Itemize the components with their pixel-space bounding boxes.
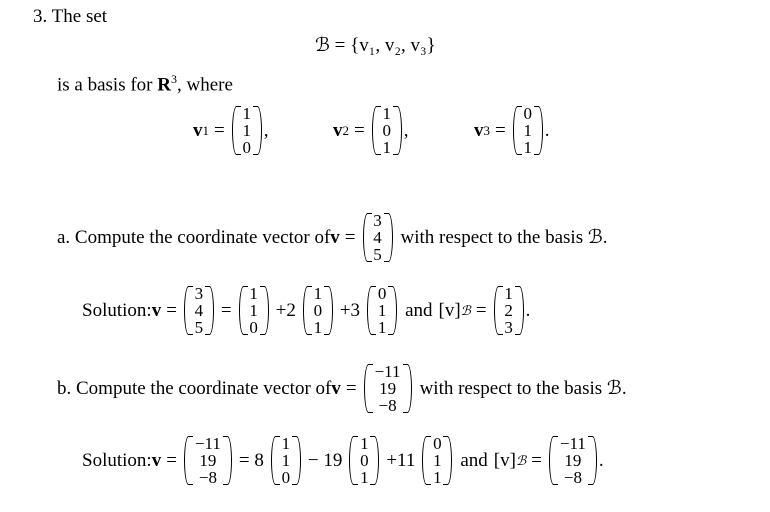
solution-op: − 19 [307,449,343,471]
solution-term-2 [303,285,333,336]
v3-entry: 1 [523,121,532,140]
vector-entry: 1 [377,318,387,337]
part-a-vector [363,212,393,263]
vector-entry: −8 [198,468,217,487]
part-a-solution [82,285,530,336]
solution-result [494,285,524,336]
vector-entry: 4 [194,301,204,320]
part-a-eq: = [344,226,356,248]
vector-entry: 3 [194,284,204,303]
solution-term-2 [349,435,379,486]
solution-and: and [460,449,488,471]
basis-statement [57,68,233,96]
solution-term-1 [271,435,301,486]
v2-entry: 1 [382,138,391,157]
solution-lhs [184,435,232,486]
solution-v: v [151,299,162,321]
vector-entry: −11 [559,434,586,453]
coord-sub: ℬ [515,452,527,468]
basis-text-2: , where [177,74,233,96]
v1-punct: , [263,119,269,141]
v1-matrix [232,105,262,156]
part-b-prompt [57,363,627,414]
vector-entry: 1 [504,284,513,303]
solution-op: +3 [339,299,361,321]
coord-sub: ℬ [460,302,471,318]
vector-entry: 3 [373,211,382,230]
basis-text-1: is a basis for [57,74,158,96]
vector-entry: 0 [433,434,442,453]
solution-eq: = [166,449,177,471]
v2-matrix [372,105,402,156]
vector-entry: 0 [377,284,387,303]
solution-v: v [151,449,162,471]
v1-entry: 1 [242,104,251,123]
vector-v1 [193,105,268,156]
solution-op: +11 [386,449,416,471]
v2-punct: , [403,119,409,141]
vector-entry: 1 [433,451,442,470]
vector-entry: 1 [377,301,387,320]
part-a-suffix: with respect to the basis ℬ. [400,227,608,248]
basis-sup: 3 [171,72,177,86]
v3-entry: 0 [523,104,532,123]
basis-R: R [157,74,171,96]
part-a-v: v [330,226,340,248]
vector-v3 [474,105,549,156]
solution-eq: = [475,299,487,321]
part-b-suffix: with respect to the basis ℬ. [419,378,627,399]
v1-entry: 1 [242,121,251,140]
solution-op: = 8 [238,449,264,471]
solution-term-1 [239,285,269,336]
part-b-solution [82,435,604,486]
v2-eq: = [354,119,365,141]
vector-entry: 1 [313,284,323,303]
v1-sub: 1 [202,122,209,138]
vector-v2 [333,105,408,156]
solution-eq: = [166,299,177,321]
vector-entry: 0 [360,451,369,470]
vector-entry: 0 [281,468,291,487]
solution-and: and [405,299,433,321]
solution-end: . [598,449,604,471]
vector-entry: 4 [373,228,382,247]
problem-number: 3. [33,6,48,27]
vector-entry: 1 [249,301,258,320]
v1-eq: = [214,119,225,141]
v3-punct: . [544,119,550,141]
part-b-eq: = [345,377,357,399]
vector-entry: 3 [504,318,513,337]
part-b-vector [364,363,412,414]
vector-entry: 19 [564,451,582,470]
solution-term-3 [367,285,397,336]
solution-end: . [525,299,531,321]
vector-entry: 1 [313,318,323,337]
vector-entry: −11 [374,362,401,381]
vector-entry: 1 [281,434,291,453]
solution-label: Solution: [82,449,152,471]
solution-eq: = [220,299,232,321]
vector-entry: −11 [194,434,221,453]
coord-label: [v] [493,449,516,471]
problem-intro: The set [51,6,108,27]
v3-entry: 1 [523,138,532,157]
vector-entry: 19 [379,379,397,398]
vector-entry: 1 [360,468,369,487]
v2-entry: 1 [382,104,391,123]
problem-header [33,6,107,28]
v1-entry: 0 [242,138,251,157]
v2-label: v [333,119,343,141]
basis-set-equation: ℬ = {v₁, v₂, v₃} [315,35,436,56]
part-a-text: a. Compute the coordinate vector of [57,226,331,248]
vector-entry: 19 [199,451,217,470]
vector-entry: 1 [360,434,369,453]
vector-entry: 5 [373,245,382,264]
vector-entry: −8 [563,468,582,487]
solution-eq: = [531,449,542,471]
v3-eq: = [495,119,506,141]
solution-lhs [184,285,214,336]
solution-op: +2 [275,299,296,321]
vector-entry: −8 [378,396,397,415]
v1-label: v [193,119,203,141]
vector-entry: 5 [194,318,204,337]
v3-label: v [474,119,484,141]
part-b-v: v [331,377,341,399]
vector-entry: 1 [249,284,258,303]
vector-entry: 0 [313,301,323,320]
v3-sub: 3 [483,122,490,138]
v3-matrix [513,105,543,156]
vector-entry: 1 [281,451,291,470]
solution-term-3 [422,435,452,486]
part-b-text: b. Compute the coordinate vector of [57,377,332,399]
vector-entry: 1 [433,468,442,487]
vector-entry: 2 [504,301,513,320]
v2-sub: 2 [342,122,349,138]
solution-label: Solution: [82,299,152,321]
coord-label: [v] [438,299,461,321]
solution-result [549,435,597,486]
part-a-prompt [57,212,608,263]
vector-entry: 0 [249,318,258,337]
v2-entry: 0 [382,121,391,140]
